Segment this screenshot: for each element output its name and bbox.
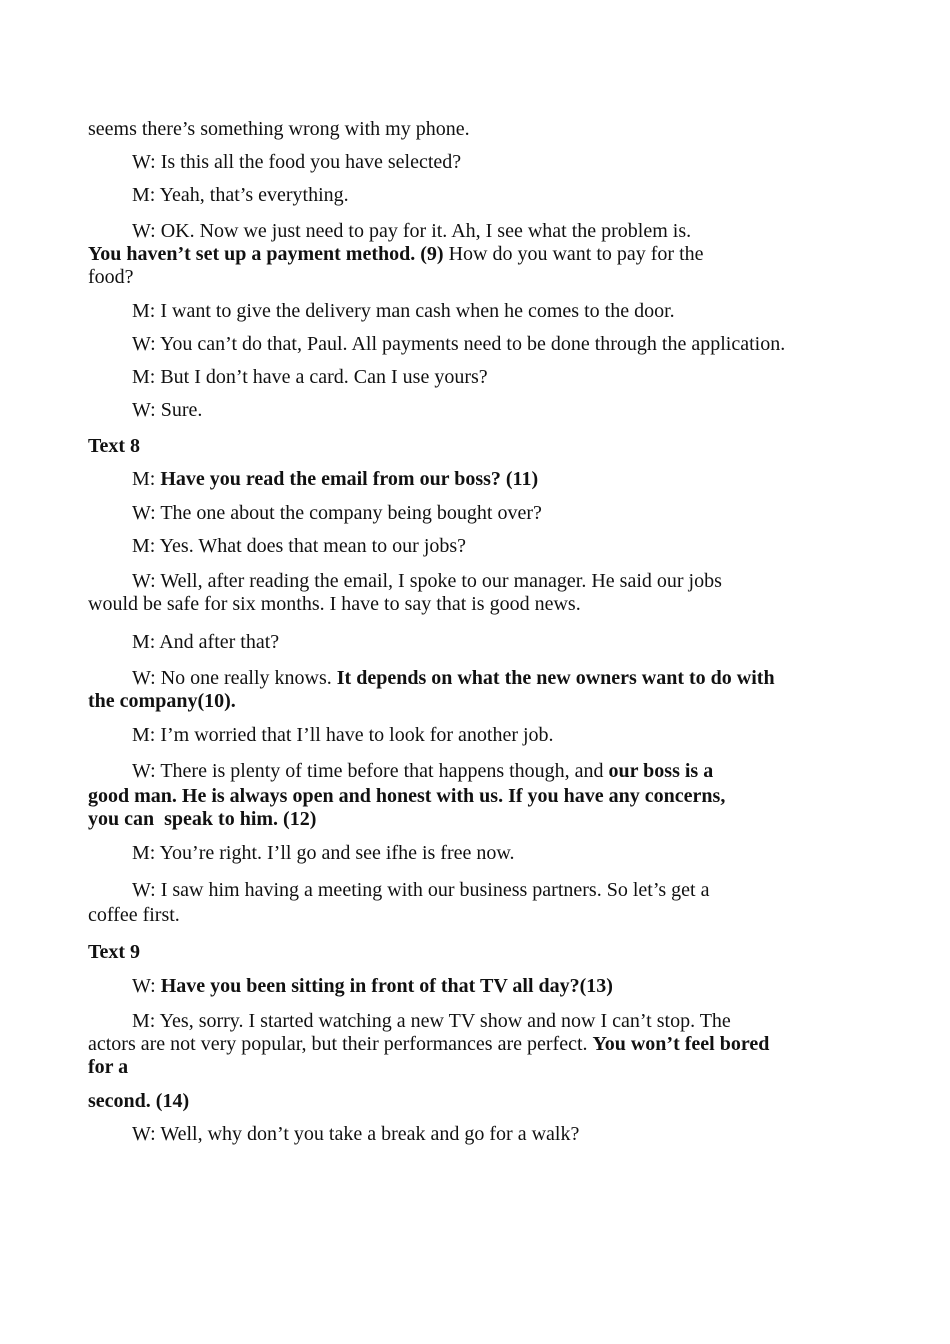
text-line: seems there’s something wrong with my phone. <box>88 118 470 140</box>
dialogue-line: W: Well, after reading the email, I spoke to our manager. He said our jobs <box>132 570 722 592</box>
text-line: food? <box>88 266 134 288</box>
section-heading-text-8: Text 8 <box>88 435 141 457</box>
answer-highlight: our boss is a <box>608 760 714 782</box>
text-line: You haven’t set up a payment method. (9) How do you want to pay for the <box>88 243 704 265</box>
dialogue-line: M: Yes, sorry. I started watching a new TV show and now I can’t stop. The <box>132 1010 731 1032</box>
text-line: coffee first. <box>88 904 180 926</box>
answer-highlight: You won’t feel bored <box>592 1033 770 1055</box>
dialogue-line: M: And after that? <box>132 631 280 653</box>
dialogue-line: M: I’m worried that I’ll have to look for another job. <box>132 724 554 746</box>
dialogue-line: M: I want to give the delivery man cash when he comes to the door. <box>132 300 675 322</box>
text-line: would be safe for six months. I have to say that is good news. <box>88 593 581 615</box>
answer-highlight: Have you read the email from our boss? (11) <box>160 468 539 490</box>
dialogue-line: W: The one about the company being bought over? <box>132 502 542 524</box>
dialogue-line: W: Sure. <box>132 399 203 421</box>
text-line: the company(10). <box>88 690 236 712</box>
answer-highlight: You haven’t set up a payment method. (9) <box>88 243 444 265</box>
text-line: second. (14) <box>88 1090 190 1112</box>
dialogue-line: W: Is this all the food you have selected? <box>132 151 462 173</box>
section-heading-text-9: Text 9 <box>88 941 141 963</box>
answer-highlight: It depends on what the new owners want to do with <box>336 667 775 689</box>
dialogue-line: M: But I don’t have a card. Can I use yours? <box>132 366 488 388</box>
text-line: you can speak to him. (12) <box>88 808 317 830</box>
dialogue-line: W: Well, why don’t you take a break and go for a walk? <box>132 1123 580 1145</box>
dialogue-line: M: You’re right. I’ll go and see ifhe is free now. <box>132 842 515 864</box>
dialogue-line: W: Have you been sitting in front of that TV all day?(13) <box>132 975 613 997</box>
dialogue-line: M: Yeah, that’s everything. <box>132 184 349 206</box>
text-line: actors are not very popular, but their performances are perfect. You won’t feel bored <box>88 1033 770 1055</box>
dialogue-line: M: Have you read the email from our boss? (11) <box>132 468 539 490</box>
dialogue-line: M: Yes. What does that mean to our jobs? <box>132 535 467 557</box>
answer-highlight: Have you been sitting in front of that TV all day?(13) <box>160 975 613 997</box>
dialogue-line: W: There is plenty of time before that happens though, and our boss is a <box>132 760 714 782</box>
dialogue-line: W: I saw him having a meeting with our business partners. So let’s get a <box>132 879 710 901</box>
dialogue-line: W: You can’t do that, Paul. All payments need to be done through the application. <box>132 333 786 355</box>
dialogue-line: W: No one really knows. It depends on what the new owners want to do with <box>132 667 775 689</box>
text-line: good man. He is always open and honest with us. If you have any concerns, <box>88 785 726 807</box>
dialogue-line: W: OK. Now we just need to pay for it. Ah, I see what the problem is. <box>132 220 692 242</box>
text-line: for a <box>88 1056 129 1078</box>
